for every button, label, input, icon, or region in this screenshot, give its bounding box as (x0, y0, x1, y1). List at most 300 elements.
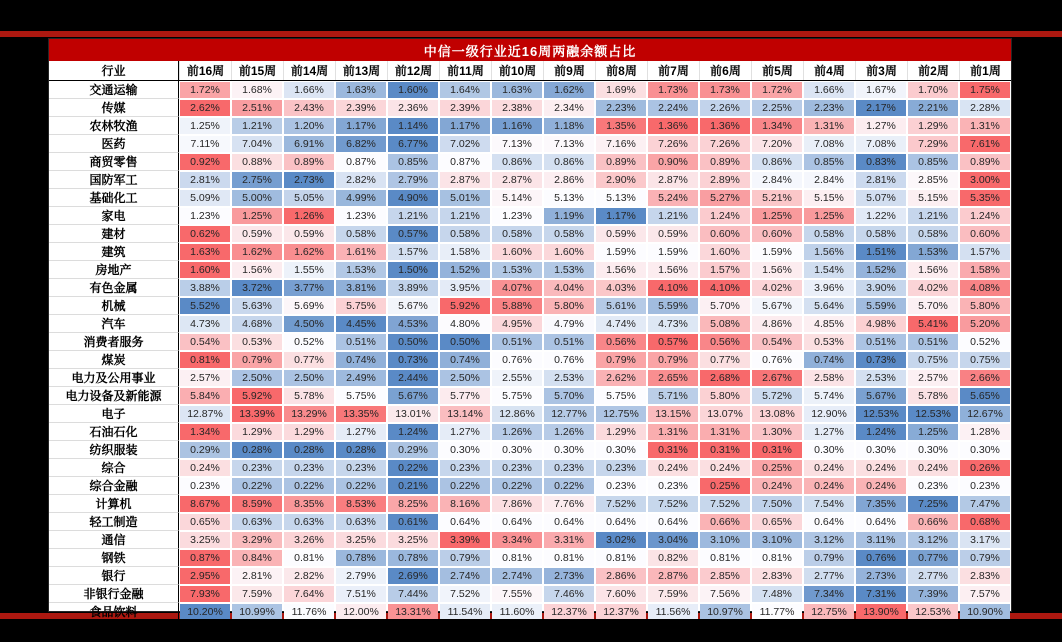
heat-cell: 1.56% (908, 262, 958, 278)
heat-cell: 0.58% (856, 226, 906, 242)
heat-cell: 12.75% (596, 406, 646, 422)
heat-cell: 0.28% (336, 442, 386, 458)
heat-cell: 0.52% (284, 334, 334, 350)
week-column-header: 前14周 (283, 61, 335, 80)
heat-cell: 7.52% (596, 496, 646, 512)
heat-cell: 0.81% (596, 550, 646, 566)
heat-cell: 1.23% (336, 208, 386, 224)
heat-cell: 3.11% (856, 532, 906, 548)
heat-cell: 0.65% (752, 514, 802, 530)
heat-cell: 0.30% (596, 442, 646, 458)
heat-cell: 3.10% (700, 532, 750, 548)
heat-cell: 3.72% (232, 280, 282, 296)
heat-cell: 0.30% (856, 442, 906, 458)
heat-cell: 5.72% (752, 388, 802, 404)
heat-cell: 3.25% (336, 532, 386, 548)
table-row (49, 441, 1011, 459)
heat-cell: 1.53% (336, 262, 386, 278)
heat-cell: 2.95% (180, 568, 230, 584)
heat-cell: 1.25% (804, 208, 854, 224)
heat-cell: 0.66% (908, 514, 958, 530)
heat-cell: 2.74% (440, 568, 490, 584)
heat-cell: 1.50% (388, 262, 438, 278)
heat-cell: 5.63% (232, 298, 282, 314)
heat-cell: 5.24% (648, 190, 698, 206)
week-column-header: 前3周 (855, 61, 907, 80)
heat-cell: 2.69% (388, 568, 438, 584)
heat-cell: 13.08% (752, 406, 802, 422)
heat-cell: 7.93% (180, 586, 230, 602)
heat-cell: 1.18% (544, 118, 594, 134)
heat-cell: 5.78% (908, 388, 958, 404)
heat-cell: 1.27% (856, 118, 906, 134)
heat-cell: 1.25% (752, 208, 802, 224)
table-row (49, 531, 1011, 549)
heat-cell: 1.17% (336, 118, 386, 134)
heat-cell: 2.36% (388, 100, 438, 116)
heat-cell: 0.88% (232, 154, 282, 170)
heat-cell: 2.75% (232, 172, 282, 188)
heat-cell: 7.55% (492, 586, 542, 602)
heat-cell: 1.14% (388, 118, 438, 134)
heat-cell: 1.17% (596, 208, 646, 224)
heat-cell: 7.35% (856, 496, 906, 512)
industry-label: 电力及公用事业 (49, 369, 179, 387)
heat-cell: 4.79% (544, 316, 594, 332)
heat-cell: 1.30% (752, 424, 802, 440)
heat-cell: 10.99% (232, 604, 282, 619)
heat-cell: 7.51% (336, 586, 386, 602)
heat-cell: 7.86% (492, 496, 542, 512)
heat-cell: 7.52% (440, 586, 490, 602)
heat-cell: 4.02% (908, 280, 958, 296)
heat-cell: 0.64% (856, 514, 906, 530)
heat-cell: 0.24% (752, 478, 802, 494)
heat-cell: 0.50% (440, 334, 490, 350)
heat-cell: 1.17% (440, 118, 490, 134)
table-row (49, 567, 1011, 585)
heat-cell: 1.60% (180, 262, 230, 278)
heat-cell: 0.23% (960, 478, 1010, 494)
heat-cell: 5.75% (596, 388, 646, 404)
heat-cell: 0.92% (180, 154, 230, 170)
heat-cell: 5.61% (596, 298, 646, 314)
heat-cell: 1.70% (908, 82, 958, 98)
heat-cell: 2.84% (804, 172, 854, 188)
heat-cell: 5.15% (804, 190, 854, 206)
heat-cell: 0.23% (908, 478, 958, 494)
heat-cell: 5.65% (960, 388, 1010, 404)
heat-cell: 5.00% (232, 190, 282, 206)
heat-cell: 0.85% (908, 154, 958, 170)
heat-cell: 6.77% (388, 136, 438, 152)
table-body (49, 81, 1011, 620)
industry-label: 国防军工 (49, 171, 179, 189)
heat-cell: 0.22% (232, 478, 282, 494)
heat-cell: 0.59% (648, 226, 698, 242)
heat-cell: 13.35% (336, 406, 386, 422)
heat-cell: 2.82% (336, 172, 386, 188)
heat-cell: 8.25% (388, 496, 438, 512)
industry-label: 计算机 (49, 495, 179, 513)
week-column-header: 前4周 (803, 61, 855, 80)
heat-cell: 7.50% (752, 496, 802, 512)
heat-cell: 5.64% (804, 298, 854, 314)
heat-cell: 13.31% (388, 604, 438, 619)
heat-cell: 0.60% (960, 226, 1010, 242)
heat-cell: 1.51% (856, 244, 906, 260)
heat-cell: 0.24% (700, 460, 750, 476)
heat-cell: 5.88% (492, 298, 542, 314)
heat-cell: 0.24% (648, 460, 698, 476)
heat-cell: 5.01% (440, 190, 490, 206)
heat-cell: 3.39% (440, 532, 490, 548)
heat-cell: 2.23% (596, 100, 646, 116)
heat-cell: 0.75% (908, 352, 958, 368)
heat-cell: 1.19% (544, 208, 594, 224)
week-column-header: 前6周 (699, 61, 751, 80)
heat-cell: 0.25% (700, 478, 750, 494)
heat-cell: 0.87% (336, 154, 386, 170)
heat-cell: 3.17% (960, 532, 1010, 548)
heat-cell: 1.66% (284, 82, 334, 98)
table-title: 中信一级行业近16周两融余额占比 (49, 39, 1011, 61)
heat-cell: 0.24% (856, 478, 906, 494)
industry-label: 汽车 (49, 315, 179, 333)
heat-cell: 7.47% (960, 496, 1010, 512)
heat-cell: 0.54% (180, 334, 230, 350)
heat-cell: 2.73% (544, 568, 594, 584)
industry-label: 建材 (49, 225, 179, 243)
heat-cell: 2.83% (752, 568, 802, 584)
heat-cell: 0.23% (648, 478, 698, 494)
heat-cell: 2.38% (492, 100, 542, 116)
heat-cell: 10.20% (180, 604, 230, 619)
heat-cell: 5.59% (856, 298, 906, 314)
industry-label: 商贸零售 (49, 153, 179, 171)
heat-cell: 2.49% (336, 370, 386, 386)
heat-cell: 3.00% (960, 172, 1010, 188)
heat-cell: 0.22% (336, 478, 386, 494)
heat-cell: 1.26% (284, 208, 334, 224)
margin-balance-heatmap-table (48, 38, 1012, 619)
heat-cell: 0.21% (388, 478, 438, 494)
heat-cell: 1.62% (232, 244, 282, 260)
heat-cell: 3.89% (388, 280, 438, 296)
heat-cell: 0.23% (284, 460, 334, 476)
heat-cell: 0.81% (700, 550, 750, 566)
heat-cell: 3.04% (648, 532, 698, 548)
heat-cell: 1.29% (232, 424, 282, 440)
heat-cell: 0.89% (700, 154, 750, 170)
heat-cell: 1.52% (856, 262, 906, 278)
heat-cell: 1.29% (908, 118, 958, 134)
heat-cell: 0.24% (856, 460, 906, 476)
heat-cell: 12.87% (180, 406, 230, 422)
heat-cell: 13.01% (388, 406, 438, 422)
heat-cell: 1.31% (700, 424, 750, 440)
heat-cell: 0.77% (908, 550, 958, 566)
heat-cell: 5.92% (440, 298, 490, 314)
heat-cell: 2.89% (700, 172, 750, 188)
heat-cell: 0.77% (284, 352, 334, 368)
heat-cell: 1.72% (752, 82, 802, 98)
table-row (49, 297, 1011, 315)
table-row (49, 423, 1011, 441)
heat-cell: 0.73% (856, 352, 906, 368)
heat-cell: 7.08% (804, 136, 854, 152)
heat-cell: 1.31% (804, 118, 854, 134)
heat-cell: 2.83% (960, 568, 1010, 584)
heat-cell: 1.59% (648, 244, 698, 260)
heat-cell: 3.12% (804, 532, 854, 548)
heat-cell: 1.29% (284, 424, 334, 440)
heat-cell: 2.74% (492, 568, 542, 584)
heat-cell: 5.14% (492, 190, 542, 206)
heat-cell: 2.26% (700, 100, 750, 116)
heat-cell: 7.02% (440, 136, 490, 152)
heat-cell: 5.52% (180, 298, 230, 314)
heat-cell: 1.16% (492, 118, 542, 134)
table-row (49, 549, 1011, 567)
heat-cell: 0.87% (440, 154, 490, 170)
week-column-header: 前12周 (387, 61, 439, 80)
heat-cell: 0.23% (492, 460, 542, 476)
heat-cell: 1.26% (544, 424, 594, 440)
heat-cell: 0.73% (388, 352, 438, 368)
heat-cell: 0.86% (752, 154, 802, 170)
week-column-header: 前9周 (543, 61, 595, 80)
heat-cell: 1.53% (492, 262, 542, 278)
heat-cell: 5.59% (648, 298, 698, 314)
heat-cell: 3.29% (232, 532, 282, 548)
heat-cell: 0.63% (232, 514, 282, 530)
heat-cell: 1.59% (752, 244, 802, 260)
heat-cell: 2.65% (648, 370, 698, 386)
heat-cell: 3.31% (544, 532, 594, 548)
heat-cell: 4.73% (180, 316, 230, 332)
heat-cell: 8.53% (336, 496, 386, 512)
heat-cell: 1.20% (284, 118, 334, 134)
heat-cell: 0.58% (908, 226, 958, 242)
industry-label: 家电 (49, 207, 179, 225)
heat-cell: 4.74% (596, 316, 646, 332)
heat-cell: 0.62% (180, 226, 230, 242)
industry-label: 有色金属 (49, 279, 179, 297)
heat-cell: 0.81% (180, 352, 230, 368)
heat-cell: 13.15% (648, 406, 698, 422)
heat-cell: 0.64% (440, 514, 490, 530)
heat-cell: 12.75% (804, 604, 854, 619)
heat-cell: 1.66% (804, 82, 854, 98)
heat-cell: 0.24% (804, 460, 854, 476)
heat-cell: 5.21% (752, 190, 802, 206)
heat-cell: 8.67% (180, 496, 230, 512)
heat-cell: 0.53% (804, 334, 854, 350)
table-row (49, 603, 1011, 620)
heat-cell: 1.21% (908, 208, 958, 224)
industry-label: 综合 (49, 459, 179, 477)
heat-cell: 0.57% (648, 334, 698, 350)
heat-cell: 0.68% (960, 514, 1010, 530)
heat-cell: 1.63% (336, 82, 386, 98)
heat-cell: 2.57% (908, 370, 958, 386)
heat-cell: 0.64% (596, 514, 646, 530)
table-row (49, 261, 1011, 279)
heat-cell: 5.07% (856, 190, 906, 206)
heat-cell: 5.70% (544, 388, 594, 404)
heat-cell: 7.34% (804, 586, 854, 602)
heat-cell: 4.68% (232, 316, 282, 332)
heat-cell: 1.36% (648, 118, 698, 134)
week-column-header: 前1周 (959, 61, 1011, 80)
heat-cell: 3.77% (284, 280, 334, 296)
heat-cell: 1.57% (700, 262, 750, 278)
heat-cell: 7.31% (856, 586, 906, 602)
heat-cell: 12.00% (336, 604, 386, 619)
heat-cell: 1.35% (596, 118, 646, 134)
heat-cell: 2.50% (232, 370, 282, 386)
heat-cell: 3.88% (180, 280, 230, 296)
heat-cell: 2.73% (856, 568, 906, 584)
heat-cell: 0.81% (284, 550, 334, 566)
heat-cell: 4.03% (596, 280, 646, 296)
table-row (49, 207, 1011, 225)
heat-cell: 3.96% (804, 280, 854, 296)
heat-cell: 2.87% (648, 568, 698, 584)
heat-cell: 1.60% (388, 82, 438, 98)
heat-cell: 0.84% (232, 550, 282, 566)
heat-cell: 1.56% (232, 262, 282, 278)
heat-cell: 0.31% (700, 442, 750, 458)
heat-cell: 1.28% (960, 424, 1010, 440)
heat-cell: 0.85% (804, 154, 854, 170)
heat-cell: 2.62% (596, 370, 646, 386)
heat-cell: 0.29% (180, 442, 230, 458)
heat-cell: 0.74% (336, 352, 386, 368)
heat-cell: 11.56% (648, 604, 698, 619)
week-column-header: 前10周 (491, 61, 543, 80)
heat-cell: 1.63% (180, 244, 230, 260)
heat-cell: 1.23% (180, 208, 230, 224)
heat-cell: 0.75% (960, 352, 1010, 368)
heat-cell: 2.82% (284, 568, 334, 584)
heat-cell: 3.02% (596, 532, 646, 548)
heat-cell: 4.80% (440, 316, 490, 332)
heat-cell: 5.74% (804, 388, 854, 404)
heat-cell: 13.07% (700, 406, 750, 422)
table-row (49, 315, 1011, 333)
heat-cell: 7.29% (908, 136, 958, 152)
heat-cell: 7.26% (648, 136, 698, 152)
heat-cell: 2.86% (596, 568, 646, 584)
heat-cell: 12.53% (908, 406, 958, 422)
industry-label: 房地产 (49, 261, 179, 279)
heat-cell: 5.27% (700, 190, 750, 206)
heat-cell: 2.87% (440, 172, 490, 188)
heat-cell: 0.82% (648, 550, 698, 566)
heat-cell: 1.21% (232, 118, 282, 134)
heat-cell: 1.36% (700, 118, 750, 134)
heat-cell: 1.58% (440, 244, 490, 260)
heat-cell: 7.56% (700, 586, 750, 602)
heat-cell: 0.74% (440, 352, 490, 368)
week-column-header: 前15周 (231, 61, 283, 80)
heat-cell: 0.22% (440, 478, 490, 494)
heat-cell: 12.53% (908, 604, 958, 619)
heat-cell: 1.52% (440, 262, 490, 278)
heat-cell: 1.72% (180, 82, 230, 98)
heat-cell: 1.22% (856, 208, 906, 224)
heat-cell: 7.11% (180, 136, 230, 152)
heat-cell: 0.23% (180, 478, 230, 494)
table-row (49, 279, 1011, 297)
heat-cell: 5.67% (388, 298, 438, 314)
heat-cell: 0.30% (960, 442, 1010, 458)
heat-cell: 5.92% (232, 388, 282, 404)
heat-cell: 0.30% (440, 442, 490, 458)
heat-cell: 7.59% (232, 586, 282, 602)
heat-cell: 0.60% (700, 226, 750, 242)
heat-cell: 0.30% (492, 442, 542, 458)
heat-cell: 7.54% (804, 496, 854, 512)
heat-cell: 1.24% (700, 208, 750, 224)
industry-label: 电子 (49, 405, 179, 423)
heat-cell: 0.51% (492, 334, 542, 350)
heat-cell: 5.75% (336, 388, 386, 404)
heat-cell: 0.24% (180, 460, 230, 476)
heat-cell: 2.57% (180, 370, 230, 386)
heat-cell: 0.66% (700, 514, 750, 530)
heat-cell: 0.51% (336, 334, 386, 350)
heat-cell: 0.58% (492, 226, 542, 242)
table-header-row (49, 61, 1011, 81)
heat-cell: 0.23% (596, 460, 646, 476)
industry-label: 银行 (49, 567, 179, 585)
heat-cell: 2.55% (492, 370, 542, 386)
heat-cell: 1.21% (648, 208, 698, 224)
week-column-header: 前5周 (751, 61, 803, 80)
table-row (49, 333, 1011, 351)
heat-cell: 4.99% (336, 190, 386, 206)
heat-cell: 8.16% (440, 496, 490, 512)
heat-cell: 0.30% (544, 442, 594, 458)
table-row (49, 225, 1011, 243)
heat-cell: 4.90% (388, 190, 438, 206)
heat-cell: 0.31% (752, 442, 802, 458)
week-column-header: 前11周 (439, 61, 491, 80)
heat-cell: 2.81% (856, 172, 906, 188)
heat-cell: 1.21% (440, 208, 490, 224)
heat-cell: 4.10% (700, 280, 750, 296)
heat-cell: 2.58% (804, 370, 854, 386)
heat-cell: 6.91% (284, 136, 334, 152)
heat-cell: 7.20% (752, 136, 802, 152)
heat-cell: 2.77% (908, 568, 958, 584)
heat-cell: 0.24% (908, 460, 958, 476)
heat-cell: 5.08% (700, 316, 750, 332)
heat-cell: 5.80% (544, 298, 594, 314)
heat-cell: 4.50% (284, 316, 334, 332)
heat-cell: 2.39% (440, 100, 490, 116)
heat-cell: 0.51% (544, 334, 594, 350)
heat-cell: 2.51% (232, 100, 282, 116)
heat-cell: 2.68% (700, 370, 750, 386)
heat-cell: 1.34% (752, 118, 802, 134)
heat-cell: 0.81% (544, 550, 594, 566)
heat-cell: 0.79% (648, 352, 698, 368)
industry-label: 传媒 (49, 99, 179, 117)
